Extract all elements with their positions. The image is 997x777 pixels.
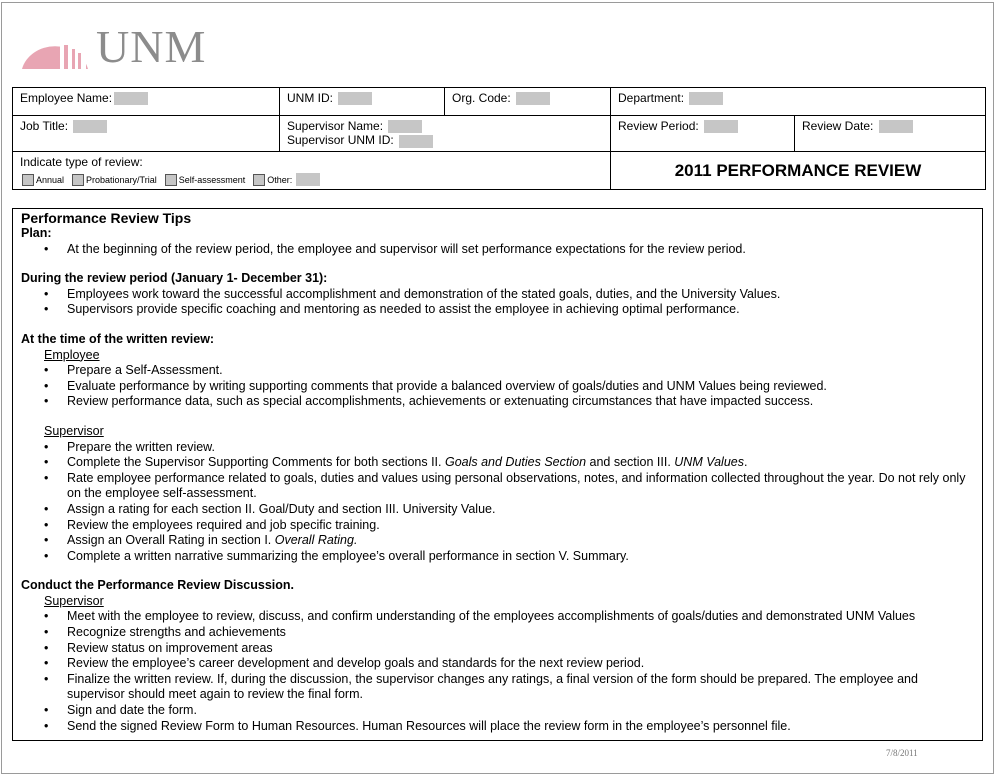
review-type-options <box>20 173 603 186</box>
plan-heading: Plan: <box>21 226 52 240</box>
list-item: • Send the signed Review Form to Human Resources. Human Resources will place the review form in the employee’s personnel file. <box>21 719 974 735</box>
discussion-supervisor-subheading: Supervisor <box>44 593 104 608</box>
discussion-list <box>21 609 974 734</box>
redacted-value <box>399 135 433 148</box>
employee-name-cell[interactable] <box>13 88 280 116</box>
redacted-value <box>879 120 913 133</box>
sunset-mark-icon <box>20 25 90 69</box>
review-date-label: Review Date: <box>802 119 874 133</box>
redacted-value <box>296 173 320 186</box>
redacted-value <box>704 120 738 133</box>
org-code-label: Org. Code: <box>452 91 511 105</box>
footer-date: 7/8/2011 <box>886 748 918 758</box>
checkbox-icon[interactable] <box>72 174 84 186</box>
option-self-assessment[interactable]: Self-assessment <box>163 174 246 186</box>
redacted-value <box>114 92 148 105</box>
supervisor-subheading: Supervisor <box>44 423 104 438</box>
review-type-cell <box>13 152 611 190</box>
employee-subheading: Employee <box>44 347 100 362</box>
list-item: • Supervisors provide specific coaching and mentoring as needed to assist the employee in achieving optimal performance. <box>21 302 974 318</box>
supervisor-unm-id-label: Supervisor UNM ID: <box>287 133 394 148</box>
employee-list <box>21 363 974 410</box>
list-item: • Finalize the written review. If, during the discussion, the supervisor changes any ratings, a final version of the form should be prepared. The employee and supervisor should meet again to review the final form. <box>21 672 974 703</box>
list-item: • Review the employee’s career development and develop goals and standards for the next review period. <box>21 656 974 672</box>
checkbox-icon[interactable] <box>253 174 265 186</box>
list-item: • Meet with the employee to review, discuss, and confirm understanding of the employees accomplishments of goals/duties and demonstrated UNM Values <box>21 609 974 625</box>
review-period-label: Review Period: <box>618 119 699 133</box>
list-item: • Complete the Supervisor Supporting Comments for both sections II. Goals and Duties Section and section III. UNM Values. <box>21 455 974 471</box>
unm-id-label: UNM ID: <box>287 91 333 105</box>
job-title-cell[interactable] <box>13 116 280 152</box>
redacted-value <box>73 120 107 133</box>
redacted-value <box>689 92 723 105</box>
list-item: • Employees work toward the successful accomplishment and demonstration of the stated goals, duties, and the University Values. <box>21 287 974 303</box>
list-item: • Review performance data, such as special accomplishments, achievements or extenuating circumstances that have impacted success. <box>21 394 974 410</box>
list-item: • Assign an Overall Rating in section I. Overall Rating. <box>21 533 974 549</box>
list-item: • Prepare the written review. <box>21 440 974 456</box>
discussion-heading: Conduct the Performance Review Discussion. <box>21 578 294 593</box>
list-item: • Sign and date the form. <box>21 703 974 719</box>
tips-title: Performance Review Tips <box>21 210 192 226</box>
during-heading: During the review period (January 1- December 31): <box>21 271 328 286</box>
checkbox-icon[interactable] <box>22 174 34 186</box>
redacted-value <box>516 92 550 105</box>
list-item: • Recognize strengths and achievements <box>21 625 974 641</box>
list-item: • Assign a rating for each section II. Goal/Duty and section III. University Value. <box>21 502 974 518</box>
department-label: Department: <box>618 91 685 105</box>
review-type-label: Indicate type of review: <box>20 155 143 169</box>
list-item: • At the beginning of the review period, the employee and supervisor will set performance expectations for the review period. <box>21 242 974 258</box>
checkbox-icon[interactable] <box>165 174 177 186</box>
option-annual[interactable]: Annual <box>20 174 64 186</box>
job-title-label: Job Title: <box>20 119 69 133</box>
department-cell[interactable] <box>611 88 986 116</box>
redacted-value <box>388 120 422 133</box>
supervisor-list <box>21 440 974 565</box>
performance-review-tips <box>12 208 983 741</box>
unm-logo <box>20 21 207 72</box>
unm-id-cell[interactable] <box>280 88 445 116</box>
org-code-cell[interactable] <box>445 88 611 116</box>
logo-text: UNM <box>96 21 207 72</box>
during-list <box>21 287 974 318</box>
option-other[interactable]: Other: <box>251 173 320 186</box>
supervisor-cell[interactable] <box>280 116 611 152</box>
list-item: • Prepare a Self-Assessment. <box>21 363 974 379</box>
review-period-cell[interactable] <box>611 116 795 152</box>
list-item: • Review status on improvement areas <box>21 641 974 657</box>
list-item: • Review the employees required and job specific training. <box>21 518 974 534</box>
list-item: • Rate employee performance related to goals, duties and values using personal observations, notes, and information collected throughout the year. Do not rely only on the employee self-assessment. <box>21 471 974 502</box>
employee-info-table <box>12 87 986 190</box>
employee-name-label: Employee Name: <box>20 91 113 105</box>
option-probationary[interactable]: Probationary/Trial <box>70 174 157 186</box>
list-item: • Evaluate performance by writing supporting comments that provide a balanced overview of goals/duties and UNM Values being reviewed. <box>21 379 974 395</box>
form-title: 2011 PERFORMANCE REVIEW <box>611 152 986 190</box>
list-item: • Complete a written narrative summarizing the employee’s overall performance in section V. Summary. <box>21 549 974 565</box>
supervisor-name-label: Supervisor Name: <box>287 119 384 133</box>
review-date-cell[interactable] <box>795 116 986 152</box>
plan-list <box>21 242 974 258</box>
redacted-value <box>338 92 372 105</box>
written-review-heading: At the time of the written review: <box>21 331 215 346</box>
